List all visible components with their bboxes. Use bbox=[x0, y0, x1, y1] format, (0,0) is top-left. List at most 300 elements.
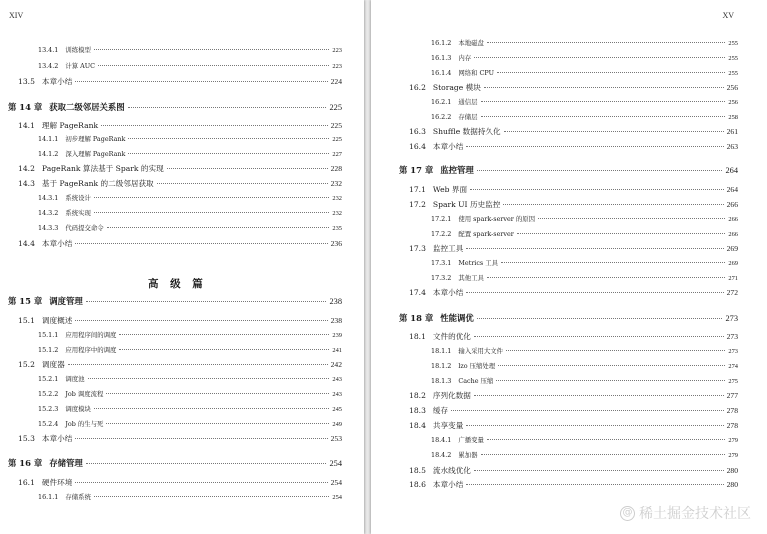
toc-entry-number: 17.4 bbox=[409, 288, 426, 297]
toc-entry-title: lzo 压缩处理 bbox=[458, 362, 496, 370]
toc-entry-number: 14.2 bbox=[18, 164, 35, 173]
toc-entry-number: 18.4 bbox=[409, 421, 426, 430]
dot-leader bbox=[477, 170, 723, 171]
toc-entry-section[interactable] bbox=[409, 287, 738, 298]
toc-entry-label bbox=[38, 193, 91, 202]
toc-entry-title: 理解 PageRank bbox=[41, 121, 99, 130]
toc-entry-section[interactable] bbox=[409, 331, 738, 342]
toc-entry-title: 内存 bbox=[458, 54, 472, 62]
toc-entry-number: 16.1.2 bbox=[431, 39, 452, 47]
toc-entry-title: 性能调优 bbox=[440, 313, 474, 323]
toc-entry-number: 17.3.2 bbox=[431, 274, 452, 282]
toc-entry-label bbox=[18, 315, 72, 326]
toc-entry-section[interactable] bbox=[409, 479, 738, 490]
toc-entry-page: 273 bbox=[726, 332, 738, 341]
toc-entry-page: 232 bbox=[332, 195, 342, 202]
toc-entry-label bbox=[409, 199, 500, 210]
toc-entry-number: 18.1.1 bbox=[431, 347, 452, 355]
toc-entry-title: 序列化数据 bbox=[432, 391, 471, 400]
toc-entry-title: 输入采用大文件 bbox=[458, 347, 504, 355]
dot-leader bbox=[517, 233, 726, 234]
toc-entry-number: 14.3.3 bbox=[38, 224, 59, 232]
toc-entry-title: 监控工具 bbox=[432, 244, 464, 253]
toc-entry-label bbox=[38, 208, 91, 217]
dot-leader bbox=[119, 334, 329, 335]
toc-entry-title: 累加器 bbox=[458, 451, 478, 459]
toc-entry-page: 278 bbox=[726, 421, 738, 430]
toc-entry-section[interactable] bbox=[409, 184, 738, 195]
toc-entry-label bbox=[18, 76, 72, 87]
dot-leader bbox=[75, 243, 327, 244]
toc-entry-number: 16.2.2 bbox=[431, 113, 452, 121]
toc-entry-page: 249 bbox=[332, 421, 342, 428]
toc-entry-section[interactable] bbox=[18, 433, 342, 444]
toc-entry-title: 获取二级邻居关系图 bbox=[49, 102, 125, 112]
dot-leader bbox=[167, 168, 328, 169]
dot-leader bbox=[101, 125, 328, 126]
toc-entry-title: 应用程序中的调度 bbox=[65, 346, 117, 354]
toc-entry-title: 本章小结 bbox=[432, 288, 464, 297]
toc-entry-number: 15.2.3 bbox=[38, 405, 59, 413]
toc-entry-number: 18.3 bbox=[409, 406, 426, 415]
toc-entry-label bbox=[18, 178, 154, 189]
toc-entry-number: 14.1.1 bbox=[38, 135, 59, 143]
toc-entry-section[interactable] bbox=[18, 315, 342, 326]
toc-entry-label bbox=[431, 361, 495, 370]
toc-entry-number: 15.2 bbox=[18, 360, 35, 369]
toc-entry-page: 238 bbox=[329, 297, 342, 306]
toc-entry-page: 238 bbox=[330, 316, 342, 325]
toc-entry-label bbox=[8, 295, 83, 307]
toc-entry-number: 18.5 bbox=[409, 466, 426, 475]
dot-leader bbox=[474, 336, 724, 337]
dot-leader bbox=[466, 146, 723, 147]
toc-entry-label bbox=[431, 38, 484, 47]
toc-entry-label bbox=[431, 273, 484, 282]
toc-entry-page: 275 bbox=[728, 378, 738, 385]
dot-leader bbox=[119, 349, 329, 350]
toc-entry-title: PageRank 算法基于 Spark 的实现 bbox=[41, 164, 164, 173]
toc-entry-title: 监控管理 bbox=[440, 165, 474, 175]
toc-entry-page: 235 bbox=[332, 225, 342, 232]
toc-entry-page: 243 bbox=[332, 376, 342, 383]
toc-entry-page: 269 bbox=[728, 260, 738, 267]
toc-entry-section[interactable] bbox=[409, 420, 738, 431]
toc-entry-page: 269 bbox=[726, 244, 738, 253]
toc-entry-title: 文件的优化 bbox=[432, 332, 471, 341]
toc-entry-section[interactable] bbox=[18, 163, 342, 174]
toc-entry-sub[interactable] bbox=[431, 258, 738, 267]
toc-entry-label bbox=[409, 184, 467, 195]
toc-entry-section[interactable] bbox=[409, 243, 738, 254]
toc-entry-page: 223 bbox=[332, 63, 342, 70]
toc-entry-label bbox=[38, 61, 95, 70]
right-page bbox=[371, 0, 767, 534]
toc-entry-number: 18.4.1 bbox=[431, 436, 452, 444]
toc-entry-sub[interactable] bbox=[431, 361, 738, 370]
toc-entry-title: 本章小结 bbox=[41, 77, 73, 86]
toc-entry-page: 239 bbox=[332, 332, 342, 339]
toc-entry-page: 273 bbox=[725, 314, 738, 323]
toc-entry-number: 第 16 章 bbox=[8, 458, 43, 468]
toc-entry-number: 16.2 bbox=[409, 83, 426, 92]
toc-entry-label bbox=[18, 238, 72, 249]
toc-entry-title: 本章小结 bbox=[41, 434, 73, 443]
dot-leader bbox=[157, 183, 328, 184]
toc-entry-title: 系统设计 bbox=[65, 194, 91, 202]
toc-entry-sub[interactable] bbox=[38, 61, 342, 70]
toc-entry-label bbox=[409, 331, 471, 342]
toc-entry-label bbox=[409, 243, 463, 254]
toc-entry-label bbox=[431, 97, 478, 106]
toc-entry-sub[interactable] bbox=[38, 208, 342, 217]
toc-entry-sub[interactable] bbox=[38, 404, 342, 413]
left-page bbox=[0, 0, 364, 534]
toc-entry-section[interactable] bbox=[409, 199, 738, 210]
toc-entry-title: 其他工具 bbox=[458, 274, 484, 282]
toc-entry-page: 280 bbox=[726, 480, 738, 489]
toc-entry-page: 266 bbox=[726, 200, 738, 209]
toc-entry-title: Shuffle 数据持久化 bbox=[432, 127, 501, 136]
toc-entry-label bbox=[38, 45, 91, 54]
toc-entry-page: 258 bbox=[728, 114, 738, 121]
toc-entry-page: 264 bbox=[726, 185, 738, 194]
toc-entry-number: 13.4.2 bbox=[38, 62, 59, 70]
toc-entry-section[interactable] bbox=[18, 238, 342, 249]
toc-entry-number: 14.1 bbox=[18, 121, 35, 130]
toc-entry-page: 266 bbox=[728, 231, 738, 238]
toc-entry-sub[interactable] bbox=[38, 223, 342, 232]
part-title: 高 级 篇 bbox=[148, 278, 207, 290]
toc-entry-number: 14.3.2 bbox=[38, 209, 59, 217]
dot-leader bbox=[466, 484, 723, 485]
toc-entry-sub[interactable] bbox=[38, 492, 342, 501]
toc-entry-label bbox=[38, 149, 125, 158]
dot-leader bbox=[484, 87, 724, 88]
toc-entry-number: 17.3.1 bbox=[431, 259, 452, 267]
toc-entry-sub[interactable] bbox=[431, 346, 738, 355]
toc-entry-title: Job 的生与死 bbox=[65, 420, 104, 428]
toc-entry-title: 调度概述 bbox=[41, 316, 73, 325]
toc-entry-number: 13.5 bbox=[18, 77, 35, 86]
toc-entry-title: 应用程序间的调度 bbox=[65, 331, 117, 339]
toc-entry-sub[interactable] bbox=[38, 345, 342, 354]
toc-entry-sub[interactable] bbox=[431, 450, 738, 459]
toc-entry-section[interactable] bbox=[409, 405, 738, 416]
toc-entry-page: 255 bbox=[728, 70, 738, 77]
toc-entry-page: 236 bbox=[330, 239, 342, 248]
toc-entry-page: 225 bbox=[332, 136, 342, 143]
toc-entry-number: 14.4 bbox=[18, 239, 35, 248]
toc-entry-title: 调度池 bbox=[65, 375, 85, 383]
toc-entry-title: 使用 spark-server 的原因 bbox=[458, 215, 536, 223]
toc-entry-label bbox=[18, 163, 164, 174]
toc-entry-label bbox=[431, 435, 484, 444]
dot-leader bbox=[474, 470, 724, 471]
toc-entry-sub[interactable] bbox=[431, 97, 738, 106]
toc-entry-sub[interactable] bbox=[431, 53, 738, 62]
toc-entry-number: 18.2 bbox=[409, 391, 426, 400]
dot-leader bbox=[477, 318, 723, 319]
toc-entry-title: Spark UI 历史监控 bbox=[432, 200, 501, 209]
toc-entry-title: 训练模型 bbox=[65, 46, 91, 54]
toc-entry-label bbox=[431, 112, 478, 121]
toc-entry-label bbox=[38, 374, 85, 383]
toc-entry-label bbox=[38, 419, 103, 428]
toc-entry-page: 256 bbox=[728, 99, 738, 106]
toc-entry-sub[interactable] bbox=[38, 149, 342, 158]
toc-entry-title: 存储系统 bbox=[65, 493, 91, 501]
dot-leader bbox=[481, 101, 726, 102]
dot-leader bbox=[86, 301, 327, 302]
dot-leader bbox=[94, 496, 330, 497]
toc-entry-title: 存储管理 bbox=[49, 458, 83, 468]
toc-entry-number: 16.1.3 bbox=[431, 54, 452, 62]
toc-entry-number: 14.3.1 bbox=[38, 194, 59, 202]
dot-leader bbox=[88, 378, 330, 379]
toc-entry-number: 18.1 bbox=[409, 332, 426, 341]
toc-entry-page: 254 bbox=[329, 459, 342, 468]
toc-entry-label bbox=[38, 134, 125, 143]
toc-entry-number: 第 18 章 bbox=[399, 313, 434, 323]
dot-leader bbox=[94, 197, 330, 198]
toc-entry-label bbox=[399, 312, 474, 324]
toc-entry-section[interactable] bbox=[409, 141, 738, 152]
dot-leader bbox=[128, 153, 329, 154]
toc-entry-title: 缓存 bbox=[432, 406, 449, 415]
toc-entry-label bbox=[431, 214, 535, 223]
toc-entry-section[interactable] bbox=[18, 178, 342, 189]
toc-entry-section[interactable] bbox=[409, 126, 738, 137]
dot-leader bbox=[503, 204, 723, 205]
dot-leader bbox=[75, 482, 327, 483]
toc-entry-sub[interactable] bbox=[431, 38, 738, 47]
toc-entry-page: 277 bbox=[726, 391, 738, 400]
toc-entry-page: 271 bbox=[728, 275, 738, 282]
toc-entry-title: 共享变量 bbox=[432, 421, 464, 430]
toc-entry-title: 流水线优化 bbox=[432, 466, 471, 475]
toc-entry-sub[interactable] bbox=[431, 229, 738, 238]
toc-entry-title: 本章小结 bbox=[41, 239, 73, 248]
dot-leader bbox=[501, 262, 725, 263]
toc-entry-title: 存储层 bbox=[458, 113, 478, 121]
toc-entry-label bbox=[409, 405, 448, 416]
toc-entry-label bbox=[18, 477, 72, 488]
toc-entry-page: 263 bbox=[726, 142, 738, 151]
toc-entry-number: 15.1.2 bbox=[38, 346, 59, 354]
toc-entry-sub[interactable] bbox=[431, 68, 738, 77]
dot-leader bbox=[94, 212, 330, 213]
dot-leader bbox=[466, 425, 723, 426]
toc-entry-page: 279 bbox=[728, 452, 738, 459]
toc-entry-section[interactable] bbox=[18, 477, 342, 488]
toc-entry-page: 278 bbox=[726, 406, 738, 415]
toc-entry-chapter[interactable] bbox=[8, 457, 342, 469]
dot-leader bbox=[98, 65, 329, 66]
toc-entry-label bbox=[431, 229, 514, 238]
dot-leader bbox=[474, 395, 724, 396]
toc-entry-section[interactable] bbox=[18, 359, 342, 370]
toc-entry-label bbox=[409, 287, 463, 298]
toc-entry-title: 代码提交命令 bbox=[65, 224, 104, 232]
toc-entry-label bbox=[409, 420, 463, 431]
toc-entry-page: 280 bbox=[726, 466, 738, 475]
toc-entry-sub[interactable] bbox=[38, 374, 342, 383]
dot-leader bbox=[506, 350, 725, 351]
toc-entry-number: 15.2.4 bbox=[38, 420, 59, 428]
toc-entry-label bbox=[409, 479, 463, 490]
toc-entry-sub[interactable] bbox=[431, 273, 738, 282]
at-icon: @ bbox=[620, 506, 635, 521]
dot-leader bbox=[496, 380, 725, 381]
dot-leader bbox=[86, 463, 327, 464]
toc-entry-title: 调度管理 bbox=[49, 296, 83, 306]
toc-entry-chapter[interactable] bbox=[399, 164, 738, 176]
toc-entry-title: 配置 spark-server bbox=[458, 230, 514, 238]
dot-leader bbox=[474, 57, 725, 58]
toc-entry-section[interactable] bbox=[409, 390, 738, 401]
toc-entry-title: 本地磁盘 bbox=[458, 39, 484, 47]
toc-entry-number: 15.2.1 bbox=[38, 375, 59, 383]
toc-right bbox=[371, 0, 767, 534]
dot-leader bbox=[128, 138, 329, 139]
toc-entry-page: 255 bbox=[728, 40, 738, 47]
toc-entry-title: Cache 压缩 bbox=[458, 377, 494, 385]
toc-entry-title: 本章小结 bbox=[432, 142, 464, 151]
toc-entry-page: 241 bbox=[332, 347, 342, 354]
toc-entry-sub[interactable] bbox=[38, 389, 342, 398]
toc-entry-number: 15.1.1 bbox=[38, 331, 59, 339]
dot-leader bbox=[481, 454, 726, 455]
toc-entry-title: 硬件环境 bbox=[41, 478, 73, 487]
toc-entry-title: Web 界面 bbox=[432, 185, 468, 194]
toc-entry-label bbox=[38, 389, 103, 398]
toc-entry-number: 15.2.2 bbox=[38, 390, 59, 398]
toc-entry-number: 16.4 bbox=[409, 142, 426, 151]
dot-leader bbox=[487, 42, 726, 43]
toc-entry-sub[interactable] bbox=[38, 330, 342, 339]
toc-entry-chapter[interactable] bbox=[8, 101, 342, 113]
toc-entry-section[interactable] bbox=[18, 76, 342, 87]
dot-leader bbox=[487, 439, 726, 440]
toc-entry-title: 基于 PageRank 的二级邻居获取 bbox=[41, 179, 154, 188]
toc-entry-label bbox=[18, 359, 65, 370]
toc-entry-page: 254 bbox=[330, 478, 342, 487]
toc-entry-title: 调度器 bbox=[41, 360, 65, 369]
toc-entry-label bbox=[431, 68, 494, 77]
dot-leader bbox=[470, 189, 724, 190]
toc-entry-number: 17.2.1 bbox=[431, 215, 452, 223]
toc-entry-title: 网络和 CPU bbox=[458, 69, 494, 77]
toc-entry-page: 256 bbox=[726, 83, 738, 92]
toc-entry-label bbox=[38, 492, 91, 501]
toc-entry-page: 242 bbox=[330, 360, 342, 369]
toc-entry-title: 调度模块 bbox=[65, 405, 91, 413]
dot-leader bbox=[481, 116, 726, 117]
toc-entry-number: 第 15 章 bbox=[8, 296, 43, 306]
toc-entry-title: 初步理解 PageRank bbox=[65, 135, 126, 143]
toc-entry-page: 225 bbox=[329, 103, 342, 112]
dot-leader bbox=[68, 364, 328, 365]
toc-entry-label bbox=[18, 433, 72, 444]
toc-entry-section[interactable] bbox=[409, 465, 738, 476]
toc-entry-label bbox=[409, 126, 501, 137]
toc-entry-sub[interactable] bbox=[38, 193, 342, 202]
toc-entry-number: 18.4.2 bbox=[431, 451, 452, 459]
toc-entry-section[interactable] bbox=[409, 82, 738, 93]
toc-entry-page: 228 bbox=[330, 164, 342, 173]
running-head-left: XIV bbox=[9, 11, 24, 20]
dot-leader bbox=[106, 423, 329, 424]
toc-entry-title: Metrics 工具 bbox=[458, 259, 498, 267]
toc-entry-label bbox=[399, 164, 474, 176]
toc-entry-page: 255 bbox=[728, 55, 738, 62]
toc-entry-page: 232 bbox=[330, 179, 342, 188]
toc-entry-page: 232 bbox=[332, 210, 342, 217]
dot-leader bbox=[451, 410, 724, 411]
toc-entry-page: 264 bbox=[725, 166, 738, 175]
dot-leader bbox=[75, 81, 327, 82]
toc-entry-page: 245 bbox=[332, 406, 342, 413]
toc-entry-sub[interactable] bbox=[38, 134, 342, 143]
toc-entry-label bbox=[8, 101, 125, 113]
toc-entry-page: 223 bbox=[332, 47, 342, 54]
toc-entry-number: 15.1 bbox=[18, 316, 35, 325]
toc-entry-page: 279 bbox=[728, 437, 738, 444]
toc-entry-title: 计算 AUC bbox=[65, 62, 96, 70]
dot-leader bbox=[94, 408, 330, 409]
watermark bbox=[620, 503, 751, 523]
toc-entry-page: 224 bbox=[330, 77, 342, 86]
toc-entry-number: 16.1.4 bbox=[431, 69, 452, 77]
dot-leader bbox=[466, 292, 723, 293]
dot-leader bbox=[107, 227, 330, 228]
toc-entry-page: 253 bbox=[330, 434, 342, 443]
dot-leader bbox=[106, 393, 329, 394]
toc-entry-number: 14.1.2 bbox=[38, 150, 59, 158]
toc-entry-label bbox=[409, 465, 471, 476]
toc-entry-number: 15.3 bbox=[18, 434, 35, 443]
toc-entry-label bbox=[431, 450, 478, 459]
toc-entry-chapter[interactable] bbox=[399, 312, 738, 324]
toc-entry-section[interactable] bbox=[18, 120, 342, 131]
toc-entry-title: 广播变量 bbox=[458, 436, 484, 444]
dot-leader bbox=[498, 365, 725, 366]
toc-entry-sub[interactable] bbox=[38, 45, 342, 54]
toc-entry-number: 16.3 bbox=[409, 127, 426, 136]
toc-entry-page: 254 bbox=[332, 494, 342, 501]
toc-entry-sub[interactable] bbox=[38, 419, 342, 428]
toc-entry-sub[interactable] bbox=[431, 376, 738, 385]
toc-entry-chapter[interactable] bbox=[8, 295, 342, 307]
toc-entry-page: 274 bbox=[728, 363, 738, 370]
dot-leader bbox=[538, 218, 725, 219]
dot-leader bbox=[128, 107, 327, 108]
toc-entry-label bbox=[431, 376, 493, 385]
toc-entry-label bbox=[38, 404, 91, 413]
toc-entry-number: 16.1.1 bbox=[38, 493, 59, 501]
toc-entry-title: 系统实现 bbox=[65, 209, 91, 217]
toc-entry-sub[interactable] bbox=[431, 214, 738, 223]
dot-leader bbox=[466, 248, 723, 249]
watermark-text: 稀土掘金技术社区 bbox=[639, 506, 751, 522]
toc-entry-number: 16.1 bbox=[18, 478, 35, 487]
toc-entry-sub[interactable] bbox=[431, 112, 738, 121]
toc-entry-sub[interactable] bbox=[431, 435, 738, 444]
toc-entry-number: 18.1.3 bbox=[431, 377, 452, 385]
dot-leader bbox=[75, 320, 327, 321]
toc-entry-number: 14.3 bbox=[18, 179, 35, 188]
